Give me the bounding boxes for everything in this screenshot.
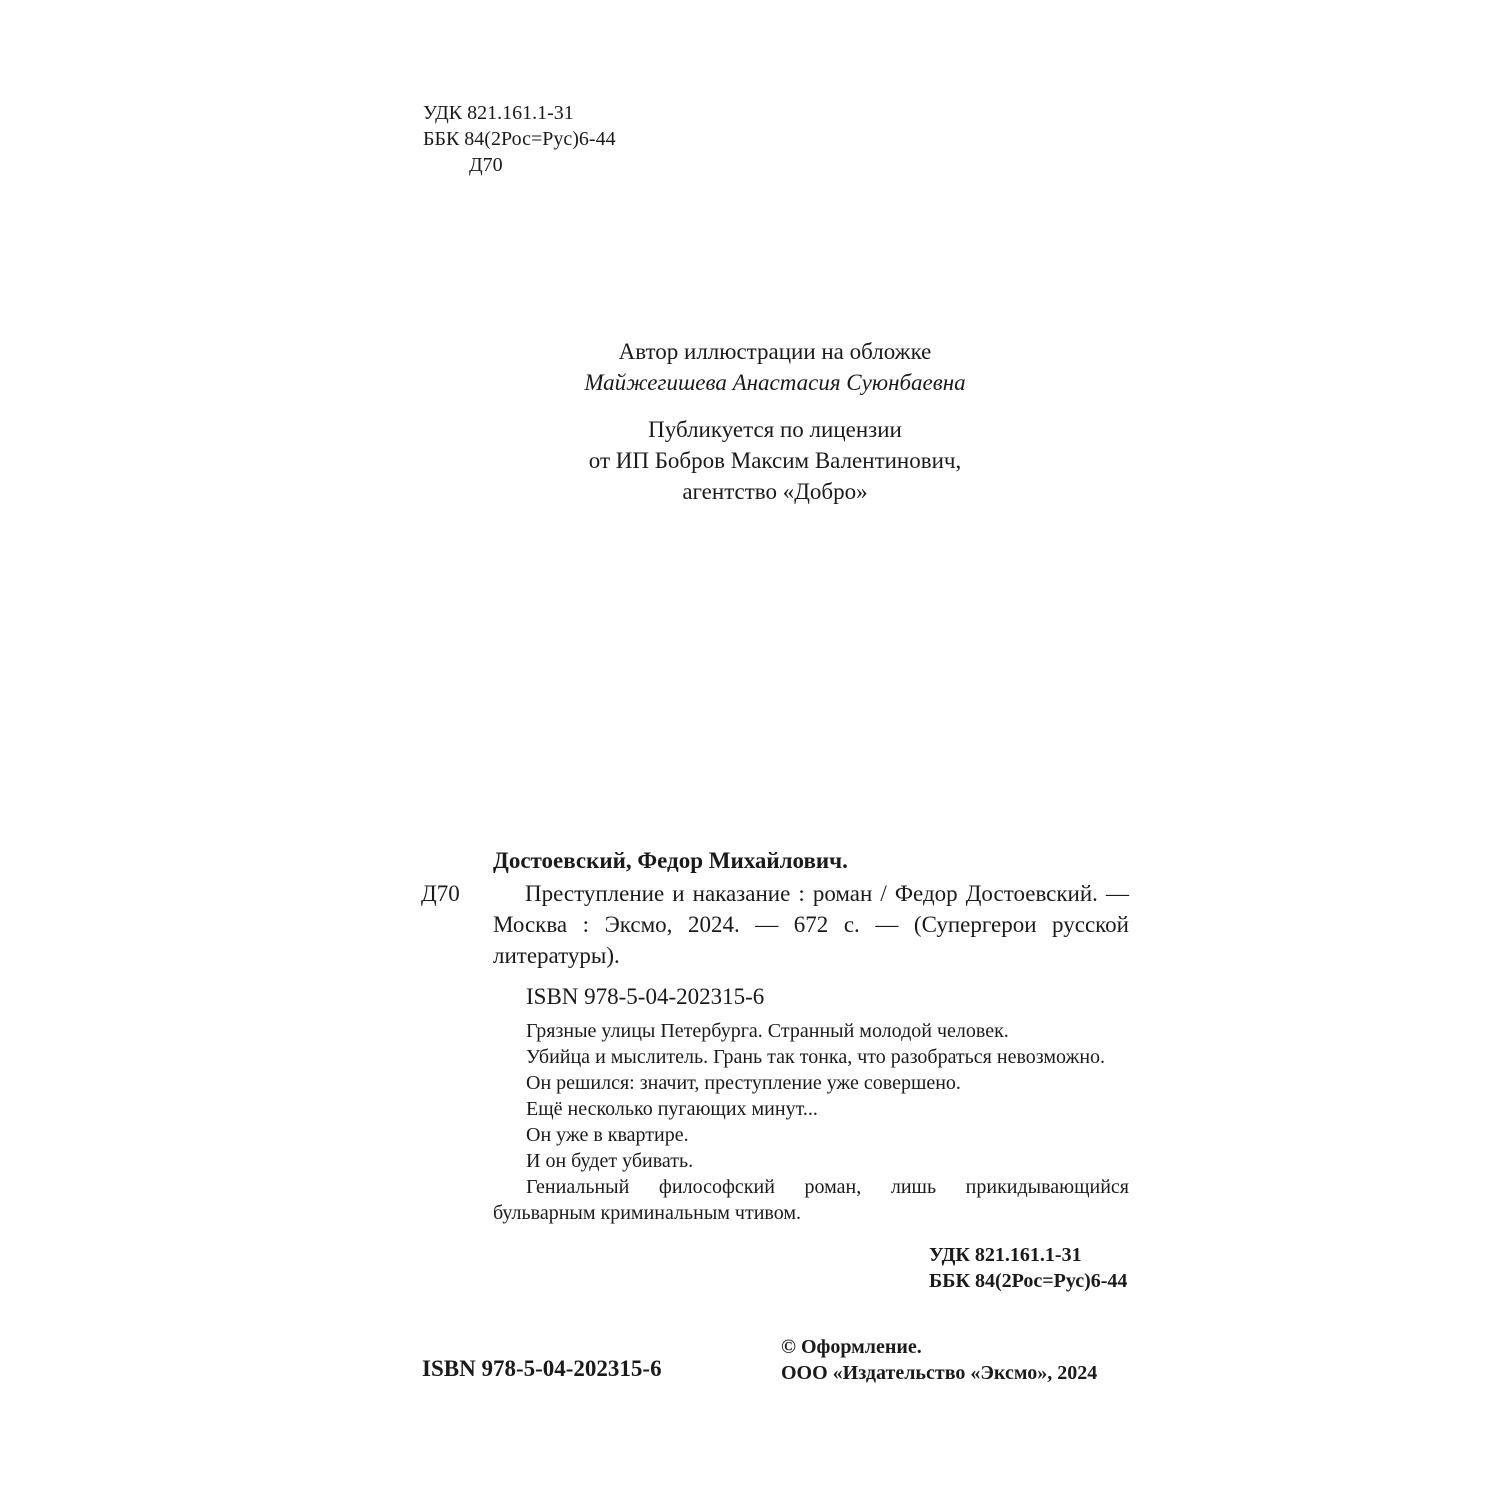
annotation-line: Он уже в квартире. xyxy=(526,1124,689,1146)
annotation-line: Гениальный философский роман, лишь прикидывающийся бульварным криминальным чтивом. xyxy=(493,1176,1129,1224)
copyright-line-2: ООО «Издательство «Эксмо», 2024 xyxy=(781,1362,1098,1384)
copyright-line-1: © Оформление. xyxy=(781,1336,922,1358)
illustration-label: Автор иллюстрации на обложке xyxy=(618,339,932,364)
annotation-line: Он решился: значит, преступление уже совершено. xyxy=(526,1072,961,1094)
annotation xyxy=(493,1018,1129,1226)
bbk-code: ББК 84(2Рос=Рус)6-44 xyxy=(423,128,616,150)
bottom-udk-code: УДК 821.161.1-31 xyxy=(929,1244,1082,1266)
author-mark: Д70 xyxy=(469,154,503,176)
copyright-notice xyxy=(781,1334,1097,1386)
bottom-bbk-code: ББК 84(2Рос=Рус)6-44 xyxy=(929,1270,1128,1292)
license-line-1: Публикуется по лицензии xyxy=(648,417,902,442)
classification-codes xyxy=(423,100,616,178)
credits-block xyxy=(0,336,1500,507)
catalog-index-code: Д70 xyxy=(421,881,460,906)
annotation-line: Грязные улицы Петербурга. Странный молодой человек. xyxy=(526,1020,1009,1042)
catalog-author: Достоевский, Федор Михайлович. xyxy=(493,848,848,873)
catalog-isbn: ISBN 978-5-04-202315-6 xyxy=(526,984,765,1009)
bibliographic-record-text: Преступление и наказание : роман / Федор Достоевский. — Москва : Эксмо, 2024. — 672 с. — (Супергерои русской литературы). xyxy=(493,881,1129,968)
annotation-line: И он будет убивать. xyxy=(526,1150,694,1172)
license-line-2: от ИП Бобров Максим Валентинович, xyxy=(588,448,962,473)
annotation-line: Убийца и мыслитель. Грань так тонка, что разобраться невозможно. xyxy=(526,1046,1106,1068)
license-line-3: агентство «Добро» xyxy=(682,479,868,504)
bibliographic-record xyxy=(493,878,1129,971)
illustrator-name: Майжегишева Анастасия Суюнбаевна xyxy=(584,370,966,395)
footer-isbn: ISBN 978-5-04-202315-6 xyxy=(422,1356,662,1381)
annotation-line: Ещё несколько пугающих минут... xyxy=(526,1098,818,1120)
udk-code: УДК 821.161.1-31 xyxy=(423,102,574,124)
bottom-classification-codes xyxy=(929,1242,1127,1294)
